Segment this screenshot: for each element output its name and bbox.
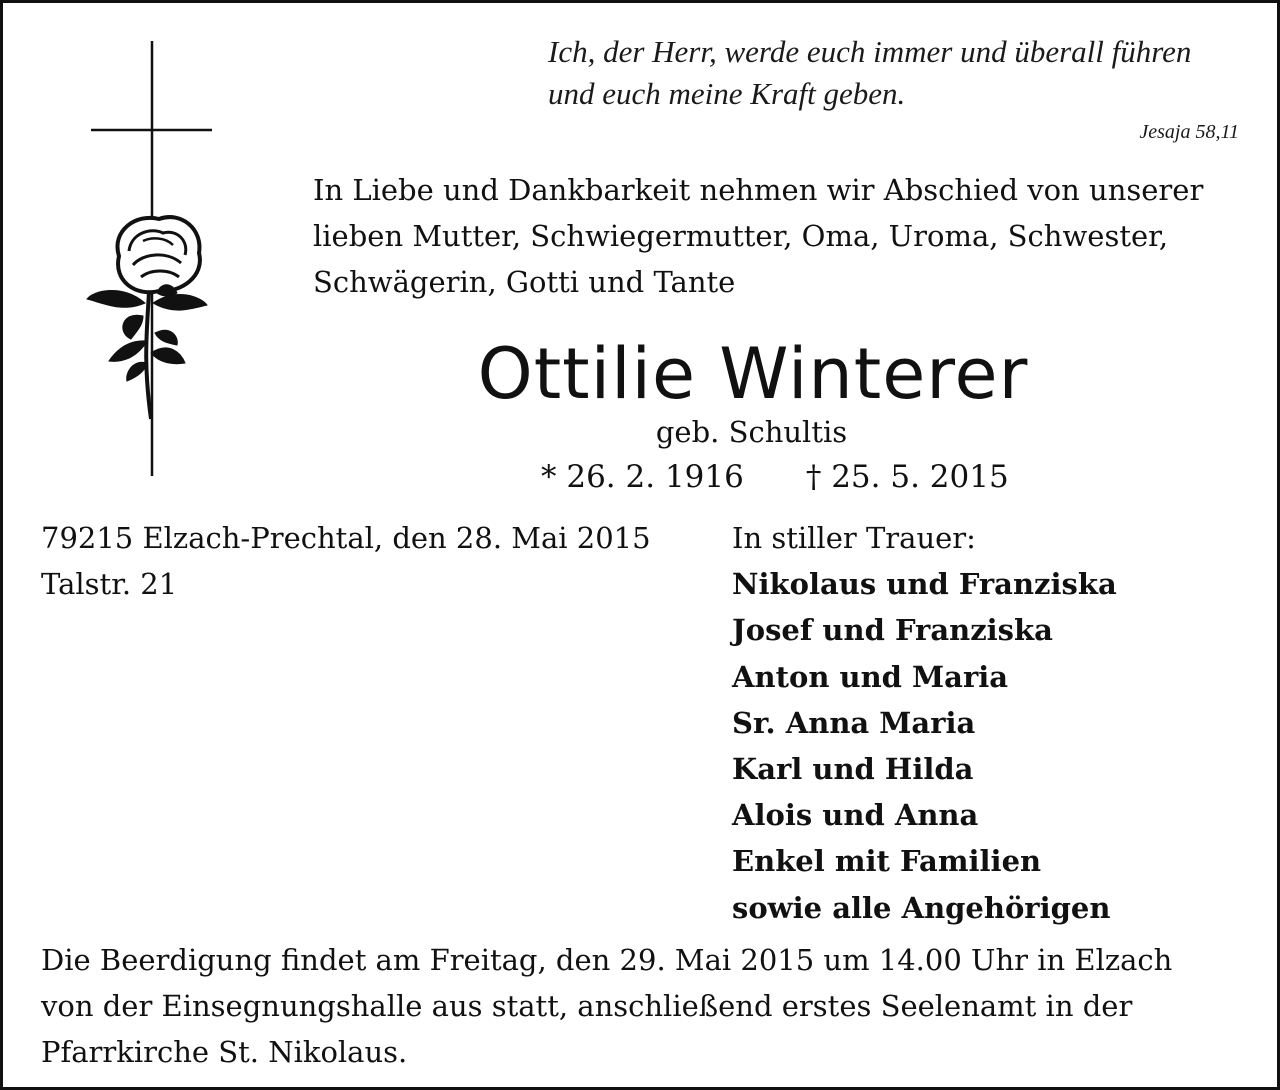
place-and-date	[41, 515, 651, 607]
mourner-name: Sr. Anna Maria	[732, 705, 976, 740]
city-date: 79215 Elzach-Prechtal, den 28. Mai 2015	[41, 521, 651, 555]
mourner-name: Josef und Franziska	[732, 613, 1053, 648]
intro-line: Schwägerin, Gotti und Tante	[313, 265, 736, 299]
mourner-name: sowie alle Angehörigen	[732, 890, 1111, 925]
birth-name: geb. Schultis	[655, 415, 848, 449]
mourners-heading: In stiller Trauer:	[732, 521, 976, 555]
deceased-name: Ottilie Winterer	[477, 333, 1029, 415]
street-address: Talstr. 21	[41, 567, 178, 601]
funeral-line: Pfarrkirche St. Nikolaus.	[41, 1035, 408, 1069]
mourners-list	[732, 515, 1117, 931]
bible-quote	[548, 31, 1248, 115]
birth-date: * 26. 2. 1916	[541, 459, 744, 495]
intro-text	[313, 167, 1233, 305]
mourner-name: Enkel mit Familien	[732, 844, 1042, 879]
intro-line: lieben Mutter, Schwiegermutter, Oma, Uroma, Schwester,	[313, 219, 1169, 253]
quote-line: und euch meine Kraft geben.	[548, 76, 906, 111]
quote-line: Ich, der Herr, werde euch immer und überall führen	[548, 34, 1192, 69]
mourner-name: Karl und Hilda	[732, 752, 974, 787]
mourner-name: Nikolaus und Franziska	[732, 567, 1117, 602]
intro-line: In Liebe und Dankbarkeit nehmen wir Abschied von unserer	[313, 173, 1204, 207]
funeral-details	[41, 937, 1251, 1075]
funeral-line: von der Einsegnungshalle aus statt, anschließend erstes Seelenamt in der	[41, 989, 1133, 1023]
mourner-name: Anton und Maria	[732, 659, 1009, 694]
death-date: † 25. 5. 2015	[805, 459, 1009, 495]
life-dates	[541, 459, 1009, 495]
funeral-line: Die Beerdigung findet am Freitag, den 29. Mai 2015 um 14.00 Uhr in Elzach	[41, 943, 1173, 977]
mourner-name: Alois und Anna	[732, 798, 979, 833]
quote-reference: Jesaja 58,11	[1139, 121, 1239, 143]
